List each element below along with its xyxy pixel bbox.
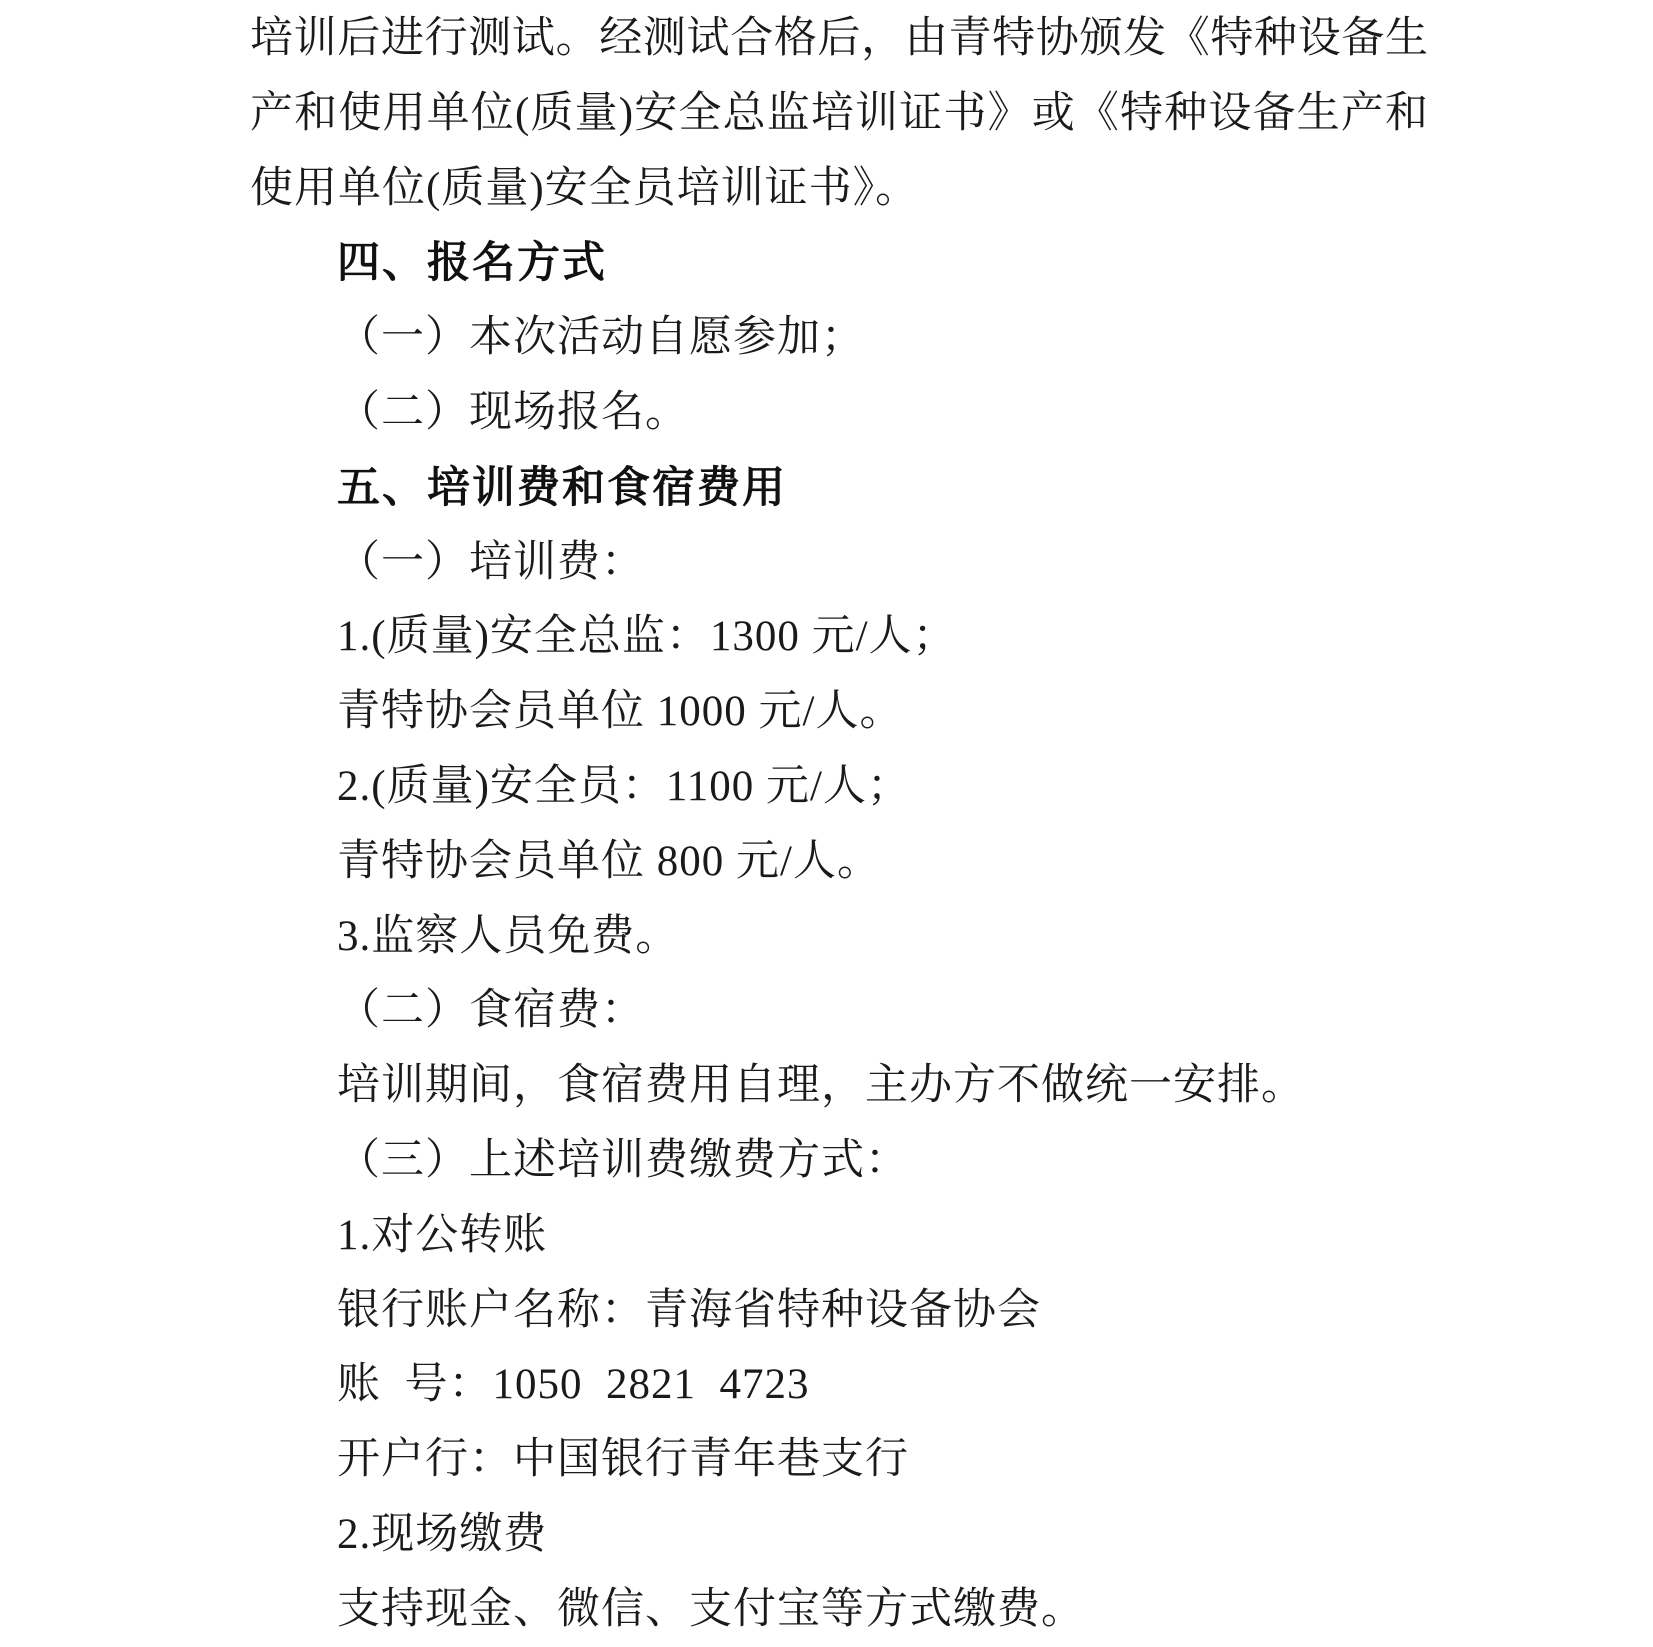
bank-branch: 开户行：中国银行青年巷支行 [337, 1436, 909, 1484]
payment-method-transfer: 1.对公转账 [337, 1211, 548, 1259]
section-5-heading: 五、培训费和食宿费用 [337, 463, 787, 512]
lodging-fee-note: 培训期间，食宿费用自理，主办方不做统一安排。 [337, 1062, 1305, 1110]
para-continuation-line-2: 产和使用单位(质量)安全总监培训证书》或《特种设备生产和 [250, 89, 1428, 137]
payment-onsite-options: 支持现金、微信、支付宝等方式缴费。 [337, 1585, 1085, 1633]
bank-account-name: 银行账户名称：青海省特种设备协会 [337, 1286, 1041, 1334]
fee-safety-director-member: 青特协会员单位 1000 元/人。 [337, 688, 904, 736]
fee-supervisor-free: 3.监察人员免费。 [337, 912, 680, 960]
bank-account-number: 账 号：1050 2821 4723 [337, 1361, 810, 1409]
fee-safety-officer: 2.(质量)安全员：1100 元/人； [337, 762, 911, 810]
registration-item-1: （一）本次活动自愿参加； [337, 314, 865, 362]
payment-method-onsite: 2.现场缴费 [337, 1510, 548, 1558]
fee-safety-director: 1.(质量)安全总监：1300 元/人； [337, 613, 957, 661]
lodging-fee-header: （二）食宿费： [337, 987, 645, 1035]
fee-safety-officer-member: 青特协会员单位 800 元/人。 [337, 837, 881, 885]
training-fee-header: （一）培训费： [337, 538, 645, 586]
registration-item-2: （二）现场报名。 [337, 388, 689, 436]
section-4-heading: 四、报名方式 [337, 239, 607, 288]
para-continuation-line-3: 使用单位(质量)安全员培训证书》。 [250, 164, 920, 212]
para-continuation-line-1: 培训后进行测试。经测试合格后，由青特协颁发《特种设备生 [250, 15, 1428, 62]
payment-method-header: （三）上述培训费缴费方式： [337, 1136, 909, 1184]
document-text-block [250, 2, 1428, 1647]
